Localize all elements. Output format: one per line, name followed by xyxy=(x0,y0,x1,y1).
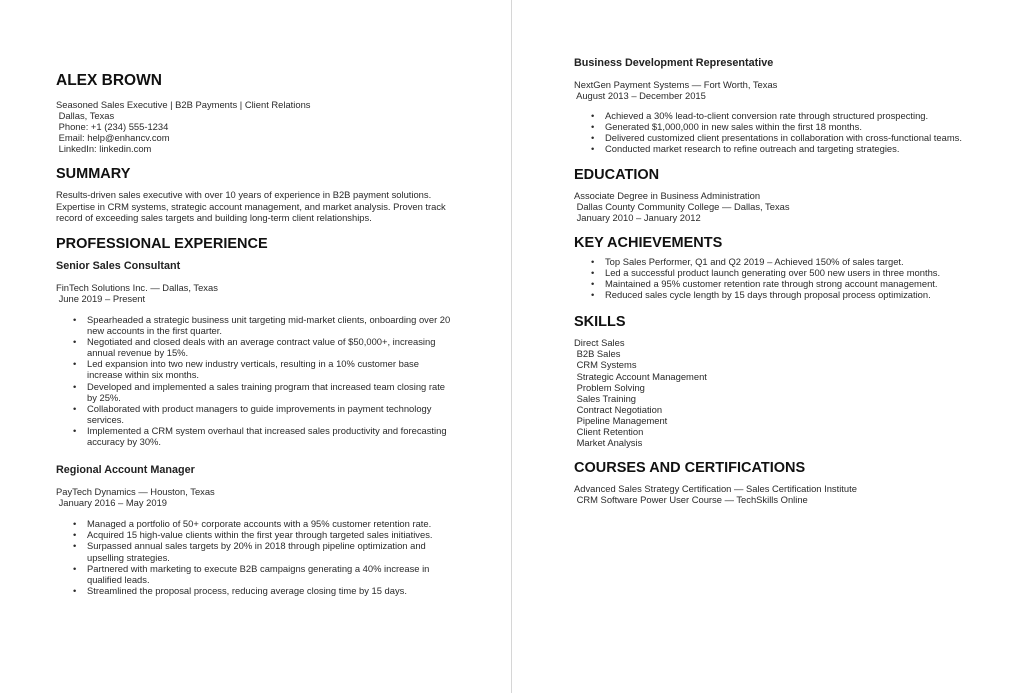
job-company: NextGen Payment Systems — Fort Worth, Texas xyxy=(574,79,778,90)
job-business-development-representative xyxy=(574,57,974,155)
job-title: Regional Account Manager xyxy=(56,464,195,477)
phone: Phone: +1 (234) 555-1234 xyxy=(56,121,169,133)
summary-text: Results-driven sales executive with over 10 years of experience in B2B payment solutions. Expertise in CRM systems, strategic account management, and market analysis. Proven track record of exceeding sales targets and building long-term client relationships. xyxy=(56,189,446,223)
job-title: Senior Sales Consultant xyxy=(56,259,181,272)
bullet-item: • Surpassed annual sales targets by 20% in 2018 through pipeline optimization and upselling strategies. xyxy=(87,540,456,562)
bullet-item: • Negotiated and closed deals with an average contract value of $50,000+, increasing annual revenue by 15%. xyxy=(87,336,456,358)
skill-item: Direct Sales xyxy=(574,337,625,349)
bullet-item: • Partnered with marketing to execute B2B campaigns generating a 40% increase in qualified leads. xyxy=(87,563,456,585)
bullet-item: • Streamlined the proposal process, reducing average closing time by 15 days. xyxy=(87,585,456,596)
experience-heading: PROFESSIONAL EXPERIENCE xyxy=(56,235,268,252)
page-1 xyxy=(0,0,511,693)
bullet-item: • Collaborated with product managers to guide improvements in payment technology services. xyxy=(87,403,456,425)
page-2-content xyxy=(574,57,974,505)
location: Dallas, Texas xyxy=(56,110,115,122)
skills-list xyxy=(574,337,974,448)
tagline: Seasoned Sales Executive | B2B Payments | Client Relations xyxy=(56,99,311,110)
education-heading: EDUCATION xyxy=(574,166,660,183)
achievement-item: • Reduced sales cycle length by 15 days through proposal process optimization. xyxy=(605,289,974,300)
candidate-name: ALEX BROWN xyxy=(56,72,162,89)
job-regional-account-manager xyxy=(56,464,456,596)
bullet-item: • Implemented a CRM system overhaul that increased sales productivity and forecasting accuracy by 30%. xyxy=(87,425,456,447)
skills-heading: SKILLS xyxy=(574,314,626,331)
job-dates: June 2019 – Present xyxy=(56,292,146,304)
email: Email: help@enhancv.com xyxy=(56,132,170,144)
courses-list xyxy=(574,483,974,505)
summary-heading: SUMMARY xyxy=(56,166,131,183)
achievements-list xyxy=(574,256,974,300)
bullet-item: • Acquired 15 high-value clients within the first year through targeted sales initiatives. xyxy=(87,529,456,540)
job-company: FinTech Solutions Inc. — Dallas, Texas xyxy=(56,281,218,293)
job-bullets xyxy=(56,518,456,596)
bullet-item: • Achieved a 30% lead-to-client conversion rate through structured prospecting. xyxy=(605,110,974,121)
skill-item: Pipeline Management xyxy=(574,414,668,426)
education-degree: Associate Degree in Business Administration xyxy=(574,189,761,201)
skill-item: Market Analysis xyxy=(574,437,643,449)
skill-item: Problem Solving xyxy=(574,381,645,393)
job-senior-sales-consultant xyxy=(56,260,456,447)
course-item: Advanced Sales Strategy Certification — Sales Certification Institute xyxy=(574,483,857,495)
bullet-item: • Conducted market research to refine outreach and targeting strategies. xyxy=(605,143,974,154)
linkedin: LinkedIn: linkedin.com xyxy=(56,143,152,155)
job-bullets xyxy=(574,110,974,154)
page-2 xyxy=(512,0,1024,693)
job-company: PayTech Dynamics — Houston, Texas xyxy=(56,486,215,498)
course-item: CRM Software Power User Course — TechSkills Online xyxy=(574,494,808,506)
bullet-item: • Spearheaded a strategic business unit targeting mid-market clients, onboarding over 20 new accounts in the first quarter. xyxy=(87,314,456,336)
achievement-item: • Top Sales Performer, Q1 and Q2 2019 – Achieved 150% of sales target. xyxy=(605,256,974,267)
bullet-item: • Generated $1,000,000 in new sales within the first 18 months. xyxy=(605,121,974,132)
skill-item: Contract Negotiation xyxy=(574,403,663,415)
job-title: Business Development Representative xyxy=(574,57,774,69)
skill-item: Client Retention xyxy=(574,425,644,437)
skill-item: B2B Sales xyxy=(574,348,621,360)
education-dates: January 2010 – January 2012 xyxy=(574,211,701,223)
bullet-item: • Delivered customized client presentations in collaboration with cross-functional teams. xyxy=(605,132,974,143)
skill-item: CRM Systems xyxy=(574,359,637,371)
job-dates: January 2016 – May 2019 xyxy=(56,497,168,509)
achievement-item: • Maintained a 95% customer retention rate through strong account management. xyxy=(605,278,974,289)
page-1-content xyxy=(56,72,456,596)
skill-item: Strategic Account Management xyxy=(574,370,707,382)
skill-item: Sales Training xyxy=(574,392,637,404)
bullet-item: • Developed and implemented a sales training program that increased team closing rate by 25%. xyxy=(87,381,456,403)
achievements-heading: KEY ACHIEVEMENTS xyxy=(574,234,723,251)
job-dates: August 2013 – December 2015 xyxy=(574,90,706,102)
job-bullets xyxy=(56,314,456,447)
achievement-item: • Led a successful product launch generating over 500 new users in three months. xyxy=(605,267,974,278)
bullet-item: • Managed a portfolio of 50+ corporate accounts with a 95% customer retention rate. xyxy=(87,518,456,529)
bullet-item: • Led expansion into two new industry verticals, resulting in a 10% customer base increase within six months. xyxy=(87,358,456,380)
courses-heading: COURSES AND CERTIFICATIONS xyxy=(574,460,806,477)
education-school: Dallas County Community College — Dallas, Texas xyxy=(574,200,790,212)
